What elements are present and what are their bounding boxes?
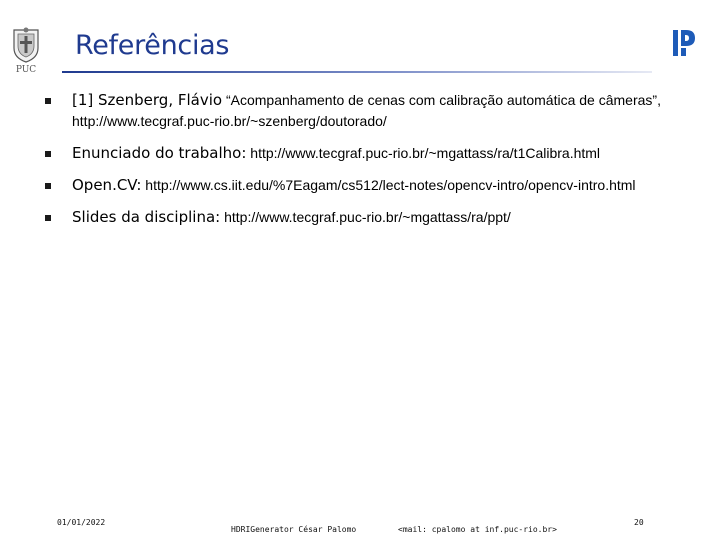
reference-item-enunciado xyxy=(42,143,707,164)
bullet-marker xyxy=(45,183,51,189)
footer-generator: HDRIGenerator César Palomo xyxy=(231,525,357,534)
reference-label: [1] Szenberg, Flávio xyxy=(72,91,223,109)
footer-date: 01/01/2022 xyxy=(57,518,106,527)
reference-label: Slides da disciplina: xyxy=(72,208,221,226)
footer-email: <mail: cpalomo at inf.puc-rio.br> xyxy=(398,525,557,534)
puc-logo-text: PUC xyxy=(15,65,37,75)
reference-link[interactable]: http://www.cs.iit.edu/%7Eagam/cs512/lect-notes/opencv-intro/opencv-intro.html xyxy=(141,177,636,193)
reference-item-szenberg xyxy=(42,90,707,132)
reference-link[interactable]: http://www.tecgraf.puc-rio.br/~mgattass/ra/ppt/ xyxy=(220,209,511,225)
reference-item-opencv xyxy=(42,175,707,196)
department-logo xyxy=(672,28,696,58)
reference-list xyxy=(42,90,707,239)
puc-crest-logo xyxy=(6,26,46,76)
bullet-marker xyxy=(45,151,51,157)
footer-page-number: 20 xyxy=(634,518,644,527)
title-underline xyxy=(62,71,652,73)
bullet-marker xyxy=(45,215,51,221)
reference-detail: “Acompanhamento de cenas com calibração automática de câmeras”, http://www.tecgraf.puc-rio.br/~szenberg/doutorado/ xyxy=(72,92,661,129)
slide-title: Referências xyxy=(75,30,230,61)
bullet-marker xyxy=(45,98,51,104)
reference-label: Open.CV: xyxy=(72,176,142,194)
reference-item-slides xyxy=(42,207,707,228)
reference-label: Enunciado do trabalho: xyxy=(72,144,247,162)
reference-link[interactable]: http://www.tecgraf.puc-rio.br/~mgattass/ra/t1Calibra.html xyxy=(246,145,601,161)
